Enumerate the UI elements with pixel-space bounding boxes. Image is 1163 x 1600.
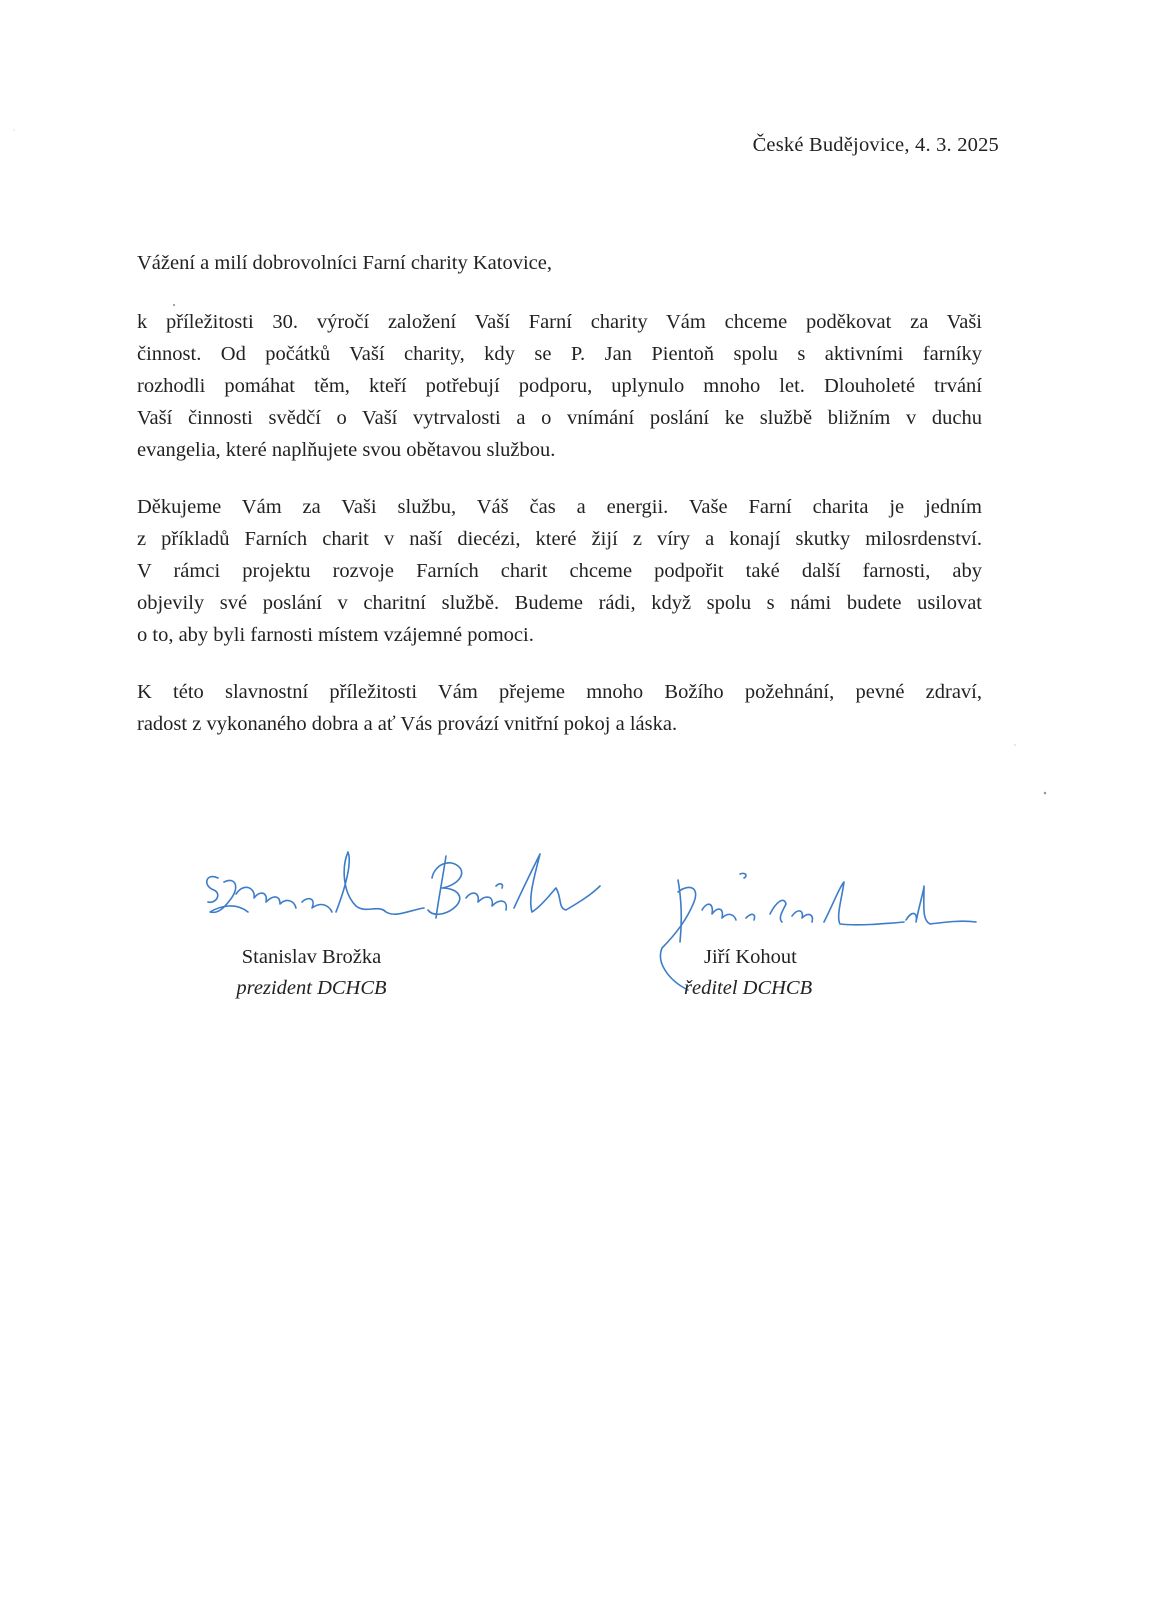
letter-salutation: Vážení a milí dobrovolníci Farní charity Katovice,	[137, 252, 552, 274]
text-line: činnost. Od počátků Vaší charity, kdy se P. Jan Pientoň spolu s aktivními farníky	[137, 343, 982, 365]
signature-stanislav-brozka	[196, 842, 606, 942]
letter-body	[137, 306, 982, 765]
text-line: evangelia, které naplňujete svou obětavou službou.	[137, 439, 556, 461]
letter-date: České Budějovice, 4. 3. 2025	[752, 134, 999, 156]
signatory-name: Jiří Kohout	[704, 946, 797, 968]
text-line: Vaší činnosti svědčí o Vaší vytrvalosti a o vnímání poslání ke službě bližním v duchu	[137, 407, 982, 429]
paragraph-2	[137, 491, 982, 651]
text-line: z příkladů Farních charit v naší diecézi, které žijí z víry a konají skutky milosrdenství.	[137, 528, 982, 550]
paragraph-3	[137, 676, 982, 740]
text-line: V rámci projektu rozvoje Farních charit chceme podpořit také další farnosti, aby	[137, 560, 982, 582]
text-line: Děkujeme Vám za Vaši službu, Váš čas a energii. Vaše Farní charita je jedním	[137, 496, 982, 518]
text-line: objevily své poslání v charitní službě. Budeme rádi, když spolu s námi budete usilovat	[137, 592, 982, 614]
text-line: K této slavnostní příležitosti Vám přejeme mnoho Božího požehnání, pevné zdraví,	[137, 681, 982, 703]
text-line: o to, aby byli farnosti místem vzájemné pomoci.	[137, 624, 534, 646]
text-line: rozhodli pomáhat těm, kteří potřebují podporu, uplynulo mnoho let. Dlouholeté trvání	[137, 375, 982, 397]
signatory-name: Stanislav Brožka	[241, 946, 382, 968]
signatory-role: prezident DCHCB	[236, 977, 387, 999]
text-line: radost z vykonaného dobra a ať Vás provází vnitřní pokoj a láska.	[137, 713, 678, 735]
paragraph-1	[137, 306, 982, 466]
signatory-left	[219, 942, 404, 1004]
text-line: k příležitosti 30. výročí založení Vaší Farní charity Vám chceme poděkovat za Vaši	[137, 311, 982, 333]
signatory-right	[684, 942, 874, 1004]
signatory-role: ředitel DCHCB	[684, 977, 813, 999]
